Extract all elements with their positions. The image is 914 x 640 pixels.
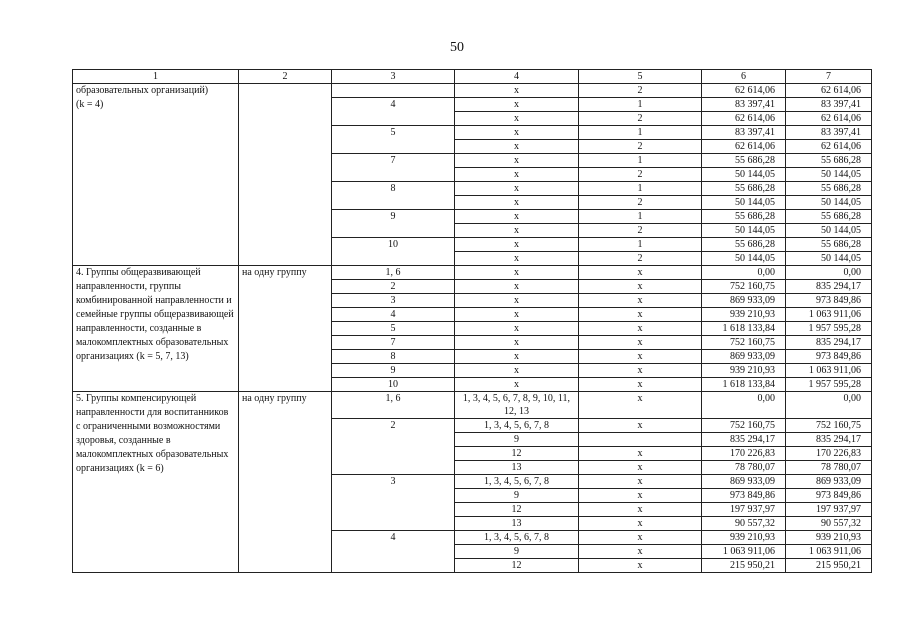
group-key: 2 (332, 280, 455, 294)
value-cell: 62 614,06 (786, 112, 872, 126)
table-row (73, 84, 872, 98)
col4-cell: x (455, 364, 579, 378)
value-cell: 869 933,09 (702, 294, 786, 308)
value-cell: 55 686,28 (786, 210, 872, 224)
section-description: 4. Группы общеразвивающей направленности, группы комбинированной направленности и семейные группы общеразвивающей направленности, созданные в малокомплектных образовательных организациях (k = 5, 7, 13) (73, 266, 239, 392)
col5-cell: x (579, 461, 702, 475)
value-cell: 197 937,97 (702, 503, 786, 517)
col4-cell: x (455, 224, 579, 238)
value-cell: 55 686,28 (702, 238, 786, 252)
value-cell: 1 618 133,84 (702, 378, 786, 392)
col4-cell: x (455, 210, 579, 224)
value-cell: 50 144,05 (702, 252, 786, 266)
group-key: 4 (332, 98, 455, 126)
value-cell: 55 686,28 (786, 154, 872, 168)
header-cell: 2 (239, 70, 332, 84)
col5-cell: x (579, 559, 702, 573)
value-cell: 50 144,05 (786, 252, 872, 266)
group-key (332, 84, 455, 98)
value-cell: 50 144,05 (786, 196, 872, 210)
col4-cell: 1, 3, 4, 5, 6, 7, 8 (455, 531, 579, 545)
value-cell: 215 950,21 (786, 559, 872, 573)
value-cell: 90 557,32 (702, 517, 786, 531)
value-cell: 170 226,83 (702, 447, 786, 461)
value-cell: 197 937,97 (786, 503, 872, 517)
group-key: 5 (332, 322, 455, 336)
col4-cell: x (455, 154, 579, 168)
col4-cell: x (455, 252, 579, 266)
col4-cell: x (455, 182, 579, 196)
col5-cell: x (579, 322, 702, 336)
value-cell: 752 160,75 (702, 419, 786, 433)
col4-cell: x (455, 294, 579, 308)
col5-cell: x (579, 531, 702, 545)
table-row (73, 392, 872, 419)
group-key: 2 (332, 419, 455, 475)
value-cell: 62 614,06 (702, 84, 786, 98)
header-cell: 1 (73, 70, 239, 84)
value-cell: 55 686,28 (702, 182, 786, 196)
col4-cell: 1, 3, 4, 5, 6, 7, 8, 9, 10, 11, 12, 13 (455, 392, 579, 419)
col5-cell: x (579, 392, 702, 419)
value-cell: 62 614,06 (786, 140, 872, 154)
tariff-table (72, 69, 872, 573)
col4-cell: x (455, 308, 579, 322)
value-cell: 939 210,93 (786, 531, 872, 545)
value-cell: 939 210,93 (702, 308, 786, 322)
value-cell: 55 686,28 (786, 238, 872, 252)
group-key: 9 (332, 364, 455, 378)
col4-cell: x (455, 322, 579, 336)
value-cell: 83 397,41 (786, 126, 872, 140)
value-cell: 939 210,93 (702, 364, 786, 378)
section-unit (239, 84, 332, 266)
value-cell: 50 144,05 (786, 224, 872, 238)
section-unit: на одну группу (239, 266, 332, 392)
col5-cell: x (579, 545, 702, 559)
value-cell: 973 849,86 (702, 489, 786, 503)
col5-cell: 1 (579, 154, 702, 168)
col5-cell: x (579, 489, 702, 503)
value-cell: 752 160,75 (786, 419, 872, 433)
group-key: 4 (332, 531, 455, 573)
col4-cell: x (455, 350, 579, 364)
col5-cell: 2 (579, 252, 702, 266)
col4-cell: 1, 3, 4, 5, 6, 7, 8 (455, 475, 579, 489)
header-row (73, 70, 872, 84)
value-cell: 0,00 (786, 266, 872, 280)
group-key: 1, 6 (332, 266, 455, 280)
header-cell: 6 (702, 70, 786, 84)
value-cell: 78 780,07 (702, 461, 786, 475)
col4-cell: x (455, 84, 579, 98)
col5-cell: x (579, 378, 702, 392)
col5-cell: 1 (579, 126, 702, 140)
col5-cell: x (579, 308, 702, 322)
col5-cell: x (579, 336, 702, 350)
col4-cell: x (455, 336, 579, 350)
value-cell: 835 294,17 (786, 433, 872, 447)
section-description: 5. Группы компенсирующей направленности для воспитанников с ограниченными возможностями здоровья, созданные в малокомплектных образовательных организациях (k = 6) (73, 392, 239, 573)
col4-cell: x (455, 98, 579, 112)
value-cell: 835 294,17 (702, 433, 786, 447)
value-cell: 1 957 595,28 (786, 378, 872, 392)
group-key: 5 (332, 126, 455, 154)
col5-cell (579, 433, 702, 447)
col5-cell: x (579, 517, 702, 531)
col4-cell: x (455, 196, 579, 210)
group-key: 10 (332, 238, 455, 266)
col4-cell: x (455, 280, 579, 294)
value-cell: 835 294,17 (786, 336, 872, 350)
value-cell: 55 686,28 (702, 154, 786, 168)
col4-cell: 9 (455, 545, 579, 559)
value-cell: 50 144,05 (702, 224, 786, 238)
value-cell: 835 294,17 (786, 280, 872, 294)
value-cell: 55 686,28 (786, 182, 872, 196)
col5-cell: x (579, 364, 702, 378)
section-unit: на одну группу (239, 392, 332, 573)
value-cell: 1 618 133,84 (702, 322, 786, 336)
value-cell: 1 063 911,06 (786, 545, 872, 559)
header-cell: 4 (455, 70, 579, 84)
col5-cell: x (579, 280, 702, 294)
value-cell: 55 686,28 (702, 210, 786, 224)
col4-cell: 12 (455, 503, 579, 517)
group-key: 8 (332, 350, 455, 364)
col5-cell: x (579, 475, 702, 489)
value-cell: 62 614,06 (702, 112, 786, 126)
value-cell: 939 210,93 (702, 531, 786, 545)
value-cell: 83 397,41 (702, 126, 786, 140)
col4-cell: 1, 3, 4, 5, 6, 7, 8 (455, 419, 579, 433)
group-key: 7 (332, 154, 455, 182)
col5-cell: 2 (579, 140, 702, 154)
value-cell: 752 160,75 (702, 336, 786, 350)
value-cell: 50 144,05 (786, 168, 872, 182)
table-row (73, 266, 872, 280)
section-description: образовательных организаций) (k = 4) (73, 84, 239, 266)
col4-cell: x (455, 266, 579, 280)
group-key: 3 (332, 475, 455, 531)
col5-cell: x (579, 294, 702, 308)
group-key: 9 (332, 210, 455, 238)
value-cell: 869 933,09 (702, 475, 786, 489)
col5-cell: x (579, 266, 702, 280)
value-cell: 78 780,07 (786, 461, 872, 475)
value-cell: 973 849,86 (786, 489, 872, 503)
value-cell: 973 849,86 (786, 294, 872, 308)
col5-cell: 1 (579, 238, 702, 252)
group-key: 10 (332, 378, 455, 392)
value-cell: 1 957 595,28 (786, 322, 872, 336)
col5-cell: x (579, 447, 702, 461)
col4-cell: x (455, 378, 579, 392)
col4-cell: 9 (455, 489, 579, 503)
col4-cell: x (455, 238, 579, 252)
group-key: 1, 6 (332, 392, 455, 419)
col5-cell: 1 (579, 210, 702, 224)
value-cell: 869 933,09 (702, 350, 786, 364)
value-cell: 0,00 (702, 266, 786, 280)
value-cell: 1 063 911,06 (786, 308, 872, 322)
page-number: 50 (450, 40, 464, 55)
header-cell: 7 (786, 70, 872, 84)
value-cell: 62 614,06 (786, 84, 872, 98)
col4-cell: x (455, 140, 579, 154)
value-cell: 83 397,41 (786, 98, 872, 112)
value-cell: 170 226,83 (786, 447, 872, 461)
col4-cell: 12 (455, 559, 579, 573)
col5-cell: 2 (579, 168, 702, 182)
value-cell: 0,00 (702, 392, 786, 419)
value-cell: 62 614,06 (702, 140, 786, 154)
col4-cell: 13 (455, 517, 579, 531)
col5-cell: 2 (579, 112, 702, 126)
value-cell: 215 950,21 (702, 559, 786, 573)
value-cell: 1 063 911,06 (786, 364, 872, 378)
header-cell: 5 (579, 70, 702, 84)
col4-cell: 13 (455, 461, 579, 475)
col5-cell: 1 (579, 98, 702, 112)
col4-cell: 12 (455, 447, 579, 461)
col5-cell: 2 (579, 196, 702, 210)
value-cell: 50 144,05 (702, 196, 786, 210)
value-cell: 1 063 911,06 (702, 545, 786, 559)
value-cell: 0,00 (786, 392, 872, 419)
group-key: 8 (332, 182, 455, 210)
col5-cell: 2 (579, 224, 702, 238)
group-key: 7 (332, 336, 455, 350)
col5-cell: 1 (579, 182, 702, 196)
group-key: 4 (332, 308, 455, 322)
col4-cell: 9 (455, 433, 579, 447)
value-cell: 90 557,32 (786, 517, 872, 531)
col5-cell: 2 (579, 84, 702, 98)
value-cell: 83 397,41 (702, 98, 786, 112)
col4-cell: x (455, 126, 579, 140)
value-cell: 50 144,05 (702, 168, 786, 182)
col4-cell: x (455, 112, 579, 126)
value-cell: 973 849,86 (786, 350, 872, 364)
value-cell: 752 160,75 (702, 280, 786, 294)
header-cell: 3 (332, 70, 455, 84)
col5-cell: x (579, 503, 702, 517)
col5-cell: x (579, 419, 702, 433)
col4-cell: x (455, 168, 579, 182)
value-cell: 869 933,09 (786, 475, 872, 489)
group-key: 3 (332, 294, 455, 308)
col5-cell: x (579, 350, 702, 364)
